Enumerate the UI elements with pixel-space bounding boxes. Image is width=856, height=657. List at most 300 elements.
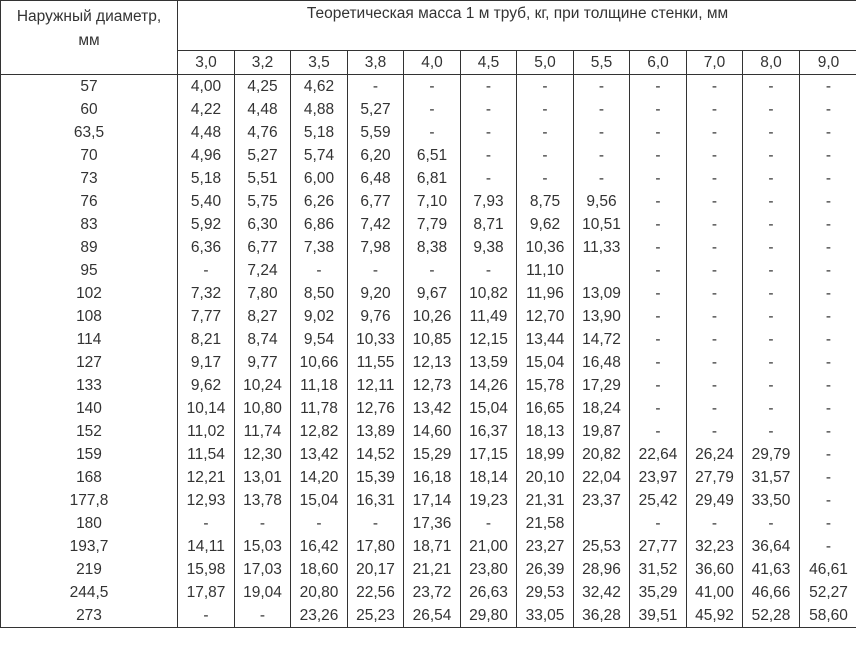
mass-cell: 8,38 (404, 236, 461, 259)
mass-cell: 10,51 (574, 213, 630, 236)
mass-cell: 23,26 (291, 604, 348, 628)
mass-cell: 5,51 (235, 167, 291, 190)
mass-cell: - (404, 75, 461, 99)
mass-cell: - (630, 351, 687, 374)
mass-cell: 10,82 (461, 282, 517, 305)
mass-cell: 5,92 (178, 213, 235, 236)
mass-cell: - (630, 282, 687, 305)
mass-cell: 8,21 (178, 328, 235, 351)
mass-cell: - (630, 420, 687, 443)
header-outer-diameter (1, 1, 178, 75)
mass-cell: - (743, 282, 800, 305)
mass-cell: 18,13 (517, 420, 574, 443)
mass-cell: 9,62 (178, 374, 235, 397)
mass-cell: 27,77 (630, 535, 687, 558)
mass-cell: 12,70 (517, 305, 574, 328)
mass-cell: - (800, 259, 856, 282)
mass-cell: 7,79 (404, 213, 461, 236)
mass-cell: 29,79 (743, 443, 800, 466)
mass-cell: 9,77 (235, 351, 291, 374)
mass-cell: - (517, 98, 574, 121)
mass-cell: - (687, 420, 743, 443)
mass-cell: - (461, 259, 517, 282)
outer-diameter-cell: 60 (1, 98, 178, 121)
mass-cell: - (687, 512, 743, 535)
mass-cell: 31,57 (743, 466, 800, 489)
mass-cell: 46,61 (800, 558, 856, 581)
mass-cell: - (800, 489, 856, 512)
mass-cell: - (743, 167, 800, 190)
mass-cell: - (687, 374, 743, 397)
mass-cell: - (687, 190, 743, 213)
mass-cell: - (630, 259, 687, 282)
mass-cell: 25,42 (630, 489, 687, 512)
mass-cell: 15,98 (178, 558, 235, 581)
mass-cell: - (687, 98, 743, 121)
outer-diameter-cell: 102 (1, 282, 178, 305)
mass-cell: - (404, 121, 461, 144)
mass-cell: 18,99 (517, 443, 574, 466)
mass-cell: - (348, 259, 404, 282)
mass-cell: - (800, 144, 856, 167)
mass-cell: 35,29 (630, 581, 687, 604)
mass-cell: 15,04 (291, 489, 348, 512)
mass-cell: 7,42 (348, 213, 404, 236)
mass-cell: 6,26 (291, 190, 348, 213)
wall-thickness-header: 7,0 (687, 51, 743, 75)
mass-cell: 16,31 (348, 489, 404, 512)
mass-cell: - (574, 144, 630, 167)
outer-diameter-cell: 159 (1, 443, 178, 466)
table-row (1, 374, 856, 397)
mass-cell: 12,15 (461, 328, 517, 351)
mass-cell: 10,66 (291, 351, 348, 374)
mass-cell: - (178, 604, 235, 628)
mass-cell: - (687, 259, 743, 282)
mass-cell: 22,56 (348, 581, 404, 604)
mass-cell: 12,93 (178, 489, 235, 512)
mass-cell: 7,77 (178, 305, 235, 328)
mass-cell (574, 259, 630, 282)
wall-thickness-header: 5,0 (517, 51, 574, 75)
mass-cell: 13,90 (574, 305, 630, 328)
mass-cell: - (800, 443, 856, 466)
table-row (1, 604, 856, 628)
mass-cell: - (743, 512, 800, 535)
mass-cell: 5,74 (291, 144, 348, 167)
table-row (1, 190, 856, 213)
mass-cell (574, 512, 630, 535)
mass-cell: 29,80 (461, 604, 517, 628)
table-row (1, 259, 856, 282)
mass-cell: - (178, 259, 235, 282)
mass-cell: - (743, 420, 800, 443)
mass-cell: 11,33 (574, 236, 630, 259)
mass-cell: - (800, 167, 856, 190)
mass-cell: 52,27 (800, 581, 856, 604)
outer-diameter-cell: 89 (1, 236, 178, 259)
mass-cell: - (743, 374, 800, 397)
mass-cell: 15,04 (517, 351, 574, 374)
mass-cell: - (235, 512, 291, 535)
mass-cell: 13,42 (291, 443, 348, 466)
mass-cell: - (687, 351, 743, 374)
mass-cell: 15,78 (517, 374, 574, 397)
mass-cell: - (630, 328, 687, 351)
mass-cell: 14,52 (348, 443, 404, 466)
mass-cell: - (800, 466, 856, 489)
mass-cell: - (630, 512, 687, 535)
mass-cell: 14,20 (291, 466, 348, 489)
wall-thickness-header: 3,0 (178, 51, 235, 75)
mass-cell: 20,17 (348, 558, 404, 581)
mass-cell: 10,14 (178, 397, 235, 420)
mass-cell: 10,33 (348, 328, 404, 351)
mass-cell: 6,48 (348, 167, 404, 190)
wall-thickness-header: 8,0 (743, 51, 800, 75)
mass-cell: 23,27 (517, 535, 574, 558)
mass-cell: 10,80 (235, 397, 291, 420)
mass-cell: - (461, 167, 517, 190)
outer-diameter-cell: 244,5 (1, 581, 178, 604)
mass-cell: 25,53 (574, 535, 630, 558)
mass-cell: 6,51 (404, 144, 461, 167)
mass-cell: 4,25 (235, 75, 291, 99)
mass-cell: - (800, 328, 856, 351)
mass-cell: - (517, 75, 574, 99)
mass-cell: 7,38 (291, 236, 348, 259)
mass-cell: 12,82 (291, 420, 348, 443)
table-row (1, 443, 856, 466)
mass-cell: 12,11 (348, 374, 404, 397)
mass-cell: 6,00 (291, 167, 348, 190)
mass-cell: - (800, 374, 856, 397)
outer-diameter-cell: 133 (1, 374, 178, 397)
mass-cell: - (461, 512, 517, 535)
mass-cell: - (630, 167, 687, 190)
mass-cell: 9,38 (461, 236, 517, 259)
mass-cell: 31,52 (630, 558, 687, 581)
mass-cell: 26,39 (517, 558, 574, 581)
mass-cell: - (517, 167, 574, 190)
outer-diameter-cell: 180 (1, 512, 178, 535)
table-row (1, 282, 856, 305)
mass-cell: 9,67 (404, 282, 461, 305)
mass-cell: - (743, 190, 800, 213)
mass-cell: - (178, 512, 235, 535)
mass-cell: 52,28 (743, 604, 800, 628)
mass-cell: 17,29 (574, 374, 630, 397)
mass-cell: 10,26 (404, 305, 461, 328)
table-row (1, 351, 856, 374)
mass-cell: 13,89 (348, 420, 404, 443)
mass-cell: - (800, 121, 856, 144)
mass-cell: 19,87 (574, 420, 630, 443)
mass-cell: 15,03 (235, 535, 291, 558)
mass-cell: - (517, 121, 574, 144)
mass-cell: 17,80 (348, 535, 404, 558)
mass-cell: - (743, 351, 800, 374)
mass-cell: 29,49 (687, 489, 743, 512)
mass-cell: - (800, 512, 856, 535)
mass-cell: 32,23 (687, 535, 743, 558)
mass-cell: - (630, 75, 687, 99)
mass-cell: 28,96 (574, 558, 630, 581)
mass-cell: 8,75 (517, 190, 574, 213)
table-row (1, 466, 856, 489)
mass-cell: 17,36 (404, 512, 461, 535)
outer-diameter-cell: 114 (1, 328, 178, 351)
mass-cell: 6,86 (291, 213, 348, 236)
wall-thickness-header: 3,8 (348, 51, 404, 75)
mass-cell: - (687, 282, 743, 305)
outer-diameter-cell: 70 (1, 144, 178, 167)
mass-cell: - (235, 604, 291, 628)
mass-cell: - (687, 213, 743, 236)
mass-cell: 7,10 (404, 190, 461, 213)
mass-cell: 33,05 (517, 604, 574, 628)
mass-cell: 4,22 (178, 98, 235, 121)
table-row (1, 489, 856, 512)
mass-cell: - (630, 144, 687, 167)
mass-cell: 4,48 (178, 121, 235, 144)
mass-cell: 8,71 (461, 213, 517, 236)
mass-cell: 4,96 (178, 144, 235, 167)
mass-cell: - (743, 144, 800, 167)
mass-cell: 6,36 (178, 236, 235, 259)
mass-cell: 13,01 (235, 466, 291, 489)
table-row (1, 144, 856, 167)
mass-cell: 11,54 (178, 443, 235, 466)
table-row (1, 305, 856, 328)
mass-cell: - (630, 213, 687, 236)
mass-cell: 26,63 (461, 581, 517, 604)
mass-cell: 21,58 (517, 512, 574, 535)
mass-cell: 19,23 (461, 489, 517, 512)
mass-cell: 17,03 (235, 558, 291, 581)
mass-cell: 33,50 (743, 489, 800, 512)
mass-cell: - (461, 75, 517, 99)
mass-cell: 41,00 (687, 581, 743, 604)
mass-cell: 16,37 (461, 420, 517, 443)
mass-cell: 9,56 (574, 190, 630, 213)
outer-diameter-cell: 219 (1, 558, 178, 581)
mass-cell: - (630, 190, 687, 213)
mass-cell: - (630, 236, 687, 259)
mass-cell: - (687, 75, 743, 99)
mass-cell: 18,71 (404, 535, 461, 558)
mass-cell: 22,64 (630, 443, 687, 466)
outer-diameter-cell: 273 (1, 604, 178, 628)
mass-cell: 18,60 (291, 558, 348, 581)
mass-cell: 36,28 (574, 604, 630, 628)
outer-diameter-cell: 76 (1, 190, 178, 213)
mass-cell: - (574, 98, 630, 121)
mass-cell: 17,87 (178, 581, 235, 604)
mass-cell: 16,48 (574, 351, 630, 374)
mass-cell: 14,60 (404, 420, 461, 443)
mass-cell: 8,50 (291, 282, 348, 305)
mass-cell: - (800, 535, 856, 558)
mass-cell: 13,42 (404, 397, 461, 420)
mass-cell: - (800, 98, 856, 121)
mass-cell: - (800, 75, 856, 99)
mass-cell: - (800, 351, 856, 374)
mass-cell: - (800, 420, 856, 443)
mass-cell: 9,17 (178, 351, 235, 374)
outer-diameter-cell: 168 (1, 466, 178, 489)
mass-cell: - (743, 305, 800, 328)
mass-cell: 23,97 (630, 466, 687, 489)
mass-cell: 8,74 (235, 328, 291, 351)
mass-cell: 12,76 (348, 397, 404, 420)
outer-diameter-cell: 177,8 (1, 489, 178, 512)
table-row (1, 167, 856, 190)
table-body (1, 75, 856, 628)
mass-cell: 7,80 (235, 282, 291, 305)
mass-cell: - (630, 98, 687, 121)
mass-cell: - (404, 98, 461, 121)
mass-cell: 5,18 (178, 167, 235, 190)
mass-cell: - (291, 512, 348, 535)
mass-cell: - (800, 305, 856, 328)
mass-cell: - (630, 305, 687, 328)
mass-cell: 13,09 (574, 282, 630, 305)
mass-cell: - (348, 512, 404, 535)
mass-cell: - (461, 121, 517, 144)
mass-cell: 15,29 (404, 443, 461, 466)
outer-diameter-cell: 95 (1, 259, 178, 282)
mass-cell: 5,59 (348, 121, 404, 144)
mass-cell: 16,42 (291, 535, 348, 558)
mass-cell: 10,85 (404, 328, 461, 351)
wall-thickness-header: 9,0 (800, 51, 856, 75)
mass-cell: - (687, 121, 743, 144)
table-row (1, 328, 856, 351)
mass-cell: 19,04 (235, 581, 291, 604)
mass-cell: 7,93 (461, 190, 517, 213)
mass-cell: - (743, 121, 800, 144)
mass-cell: 9,62 (517, 213, 574, 236)
mass-cell: 46,66 (743, 581, 800, 604)
mass-cell: 7,24 (235, 259, 291, 282)
mass-cell: 58,60 (800, 604, 856, 628)
mass-cell: 21,31 (517, 489, 574, 512)
mass-cell: - (800, 282, 856, 305)
mass-cell: 9,54 (291, 328, 348, 351)
mass-cell: 23,80 (461, 558, 517, 581)
mass-cell: 23,37 (574, 489, 630, 512)
mass-cell: 8,27 (235, 305, 291, 328)
mass-cell: 32,42 (574, 581, 630, 604)
mass-cell: 27,79 (687, 466, 743, 489)
mass-cell: 15,04 (461, 397, 517, 420)
table-row (1, 581, 856, 604)
mass-cell: 11,78 (291, 397, 348, 420)
outer-diameter-cell: 152 (1, 420, 178, 443)
mass-cell: 5,27 (235, 144, 291, 167)
header-outer-diameter-line2: мм (78, 32, 100, 49)
outer-diameter-cell: 108 (1, 305, 178, 328)
mass-cell: - (687, 236, 743, 259)
mass-cell: - (630, 397, 687, 420)
table-row (1, 98, 856, 121)
mass-cell: 10,24 (235, 374, 291, 397)
mass-cell: - (743, 397, 800, 420)
mass-cell: 7,98 (348, 236, 404, 259)
mass-cell: 20,80 (291, 581, 348, 604)
mass-cell: 26,24 (687, 443, 743, 466)
mass-cell: 25,23 (348, 604, 404, 628)
table-row (1, 121, 856, 144)
table-row (1, 397, 856, 420)
mass-cell: 6,77 (235, 236, 291, 259)
table-row (1, 75, 856, 99)
mass-cell: 13,44 (517, 328, 574, 351)
mass-cell: 4,00 (178, 75, 235, 99)
mass-cell: - (743, 328, 800, 351)
table-row (1, 512, 856, 535)
mass-cell: 22,04 (574, 466, 630, 489)
mass-cell: 11,74 (235, 420, 291, 443)
mass-cell: 11,55 (348, 351, 404, 374)
mass-cell: 12,13 (404, 351, 461, 374)
mass-cell: 4,62 (291, 75, 348, 99)
mass-cell: 18,24 (574, 397, 630, 420)
mass-cell: - (461, 144, 517, 167)
outer-diameter-cell: 140 (1, 397, 178, 420)
mass-cell: 12,21 (178, 466, 235, 489)
wall-thickness-header: 6,0 (630, 51, 687, 75)
wall-thickness-header: 4,5 (461, 51, 517, 75)
mass-cell: 11,18 (291, 374, 348, 397)
mass-cell: - (687, 167, 743, 190)
mass-cell: 6,20 (348, 144, 404, 167)
mass-cell: 6,77 (348, 190, 404, 213)
mass-cell: - (743, 259, 800, 282)
mass-cell: - (517, 144, 574, 167)
table-row (1, 535, 856, 558)
mass-cell: 4,88 (291, 98, 348, 121)
mass-cell: - (630, 374, 687, 397)
mass-cell: 5,75 (235, 190, 291, 213)
mass-cell: 13,78 (235, 489, 291, 512)
mass-cell: 5,40 (178, 190, 235, 213)
mass-cell: 26,54 (404, 604, 461, 628)
mass-cell: - (404, 259, 461, 282)
mass-cell: - (461, 98, 517, 121)
mass-cell: - (800, 190, 856, 213)
mass-cell: 11,10 (517, 259, 574, 282)
mass-cell: 17,14 (404, 489, 461, 512)
mass-cell: 11,96 (517, 282, 574, 305)
table-row (1, 558, 856, 581)
mass-cell: 12,73 (404, 374, 461, 397)
wall-thickness-header: 5,5 (574, 51, 630, 75)
table-row (1, 420, 856, 443)
outer-diameter-cell: 63,5 (1, 121, 178, 144)
mass-cell: 39,51 (630, 604, 687, 628)
outer-diameter-cell: 57 (1, 75, 178, 99)
mass-cell: 14,72 (574, 328, 630, 351)
outer-diameter-cell: 127 (1, 351, 178, 374)
table-row (1, 236, 856, 259)
mass-cell: 16,65 (517, 397, 574, 420)
mass-cell: - (687, 328, 743, 351)
mass-cell: 4,48 (235, 98, 291, 121)
table-row (1, 213, 856, 236)
mass-cell: 6,81 (404, 167, 461, 190)
